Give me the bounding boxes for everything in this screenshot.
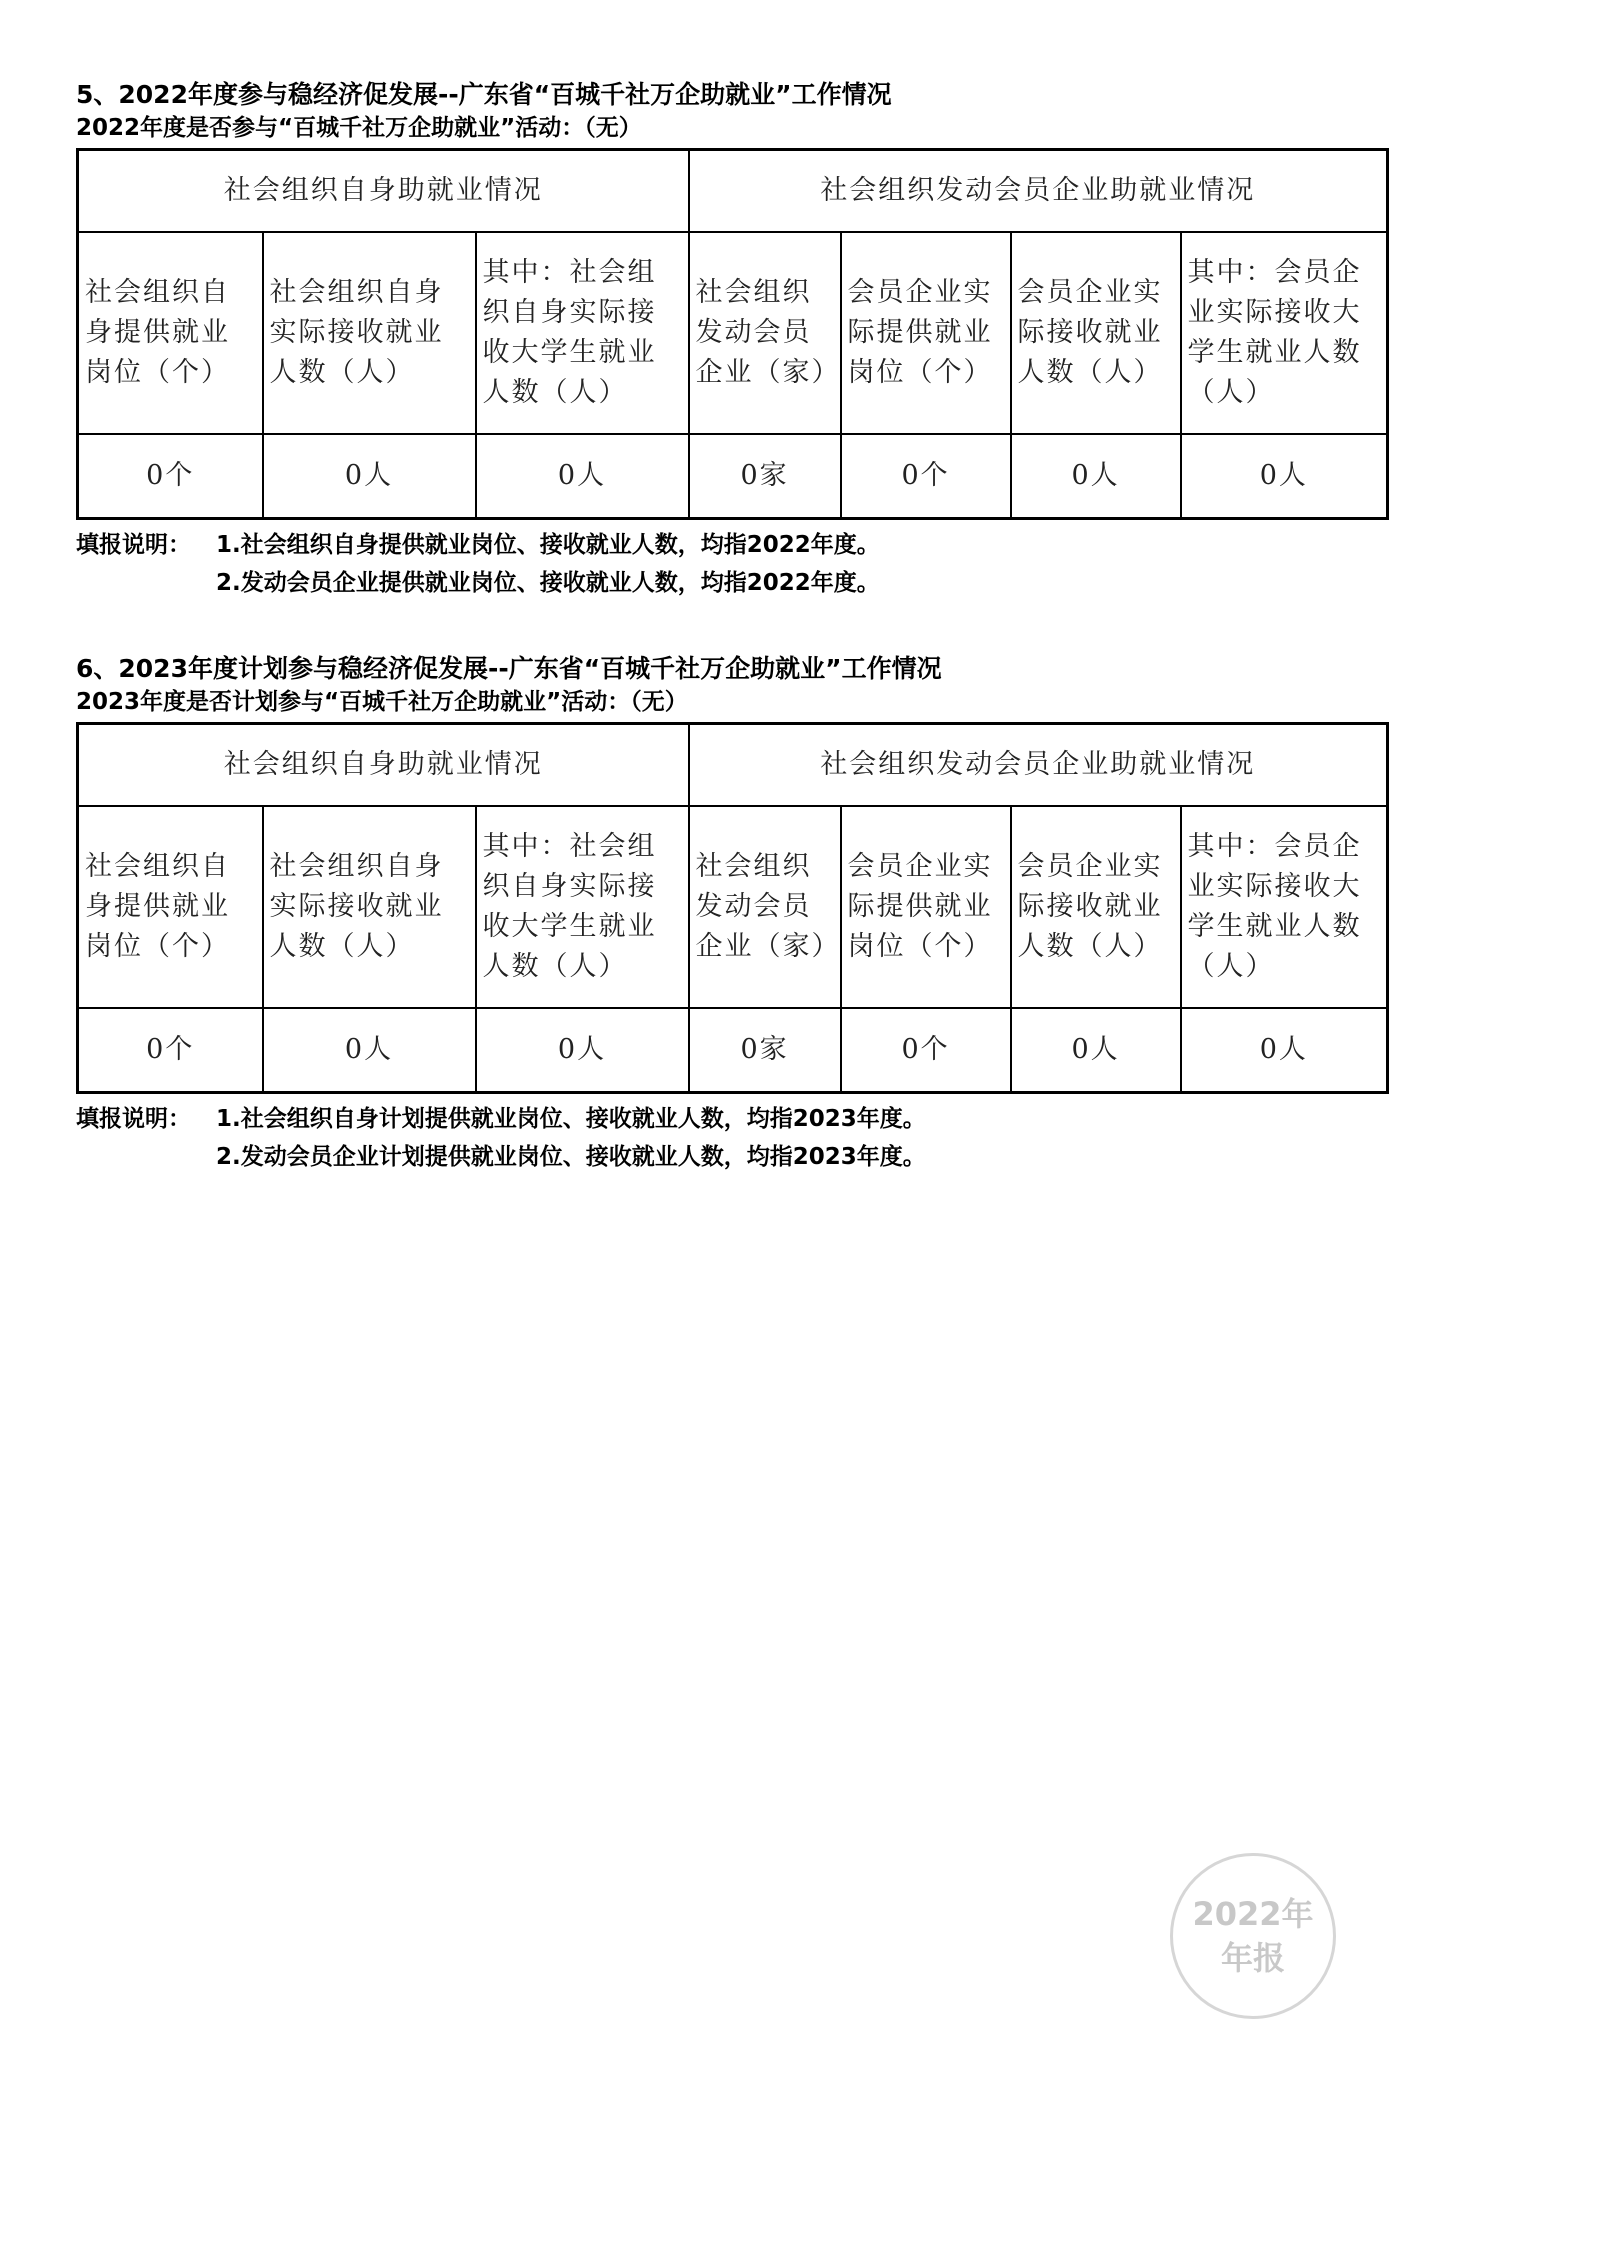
column-header: 社会组织自身提供就业岗位（个） [78,806,263,1008]
employment-table [76,722,1389,1094]
column-header: 会员企业实际提供就业岗位（个） [841,232,1011,434]
stamp-label: 年报 [1220,1939,1285,1977]
note-item: 2.发动会员企业计划提供就业岗位、接收就业人数，均指2023年度。 [216,1144,926,1170]
column-header: 其中：会员企业实际接收大学生就业人数（人） [1181,232,1388,434]
filling-notes [76,526,1386,602]
column-header: 会员企业实际提供就业岗位（个） [841,806,1011,1008]
notes-label: 填报说明： [76,1106,191,1132]
column-header: 其中：社会组织自身实际接收大学生就业人数（人） [476,232,689,434]
column-header: 其中：会员企业实际接收大学生就业人数（人） [1181,806,1388,1008]
section-title: 6、2023年度计划参与稳经济促发展--广东省“百城千社万企助就业”工作情况 [76,654,942,683]
table-cell: 0人 [476,1008,689,1093]
notes-label: 填报说明： [76,532,191,558]
section-5 [76,78,1386,602]
table-cell: 0个 [78,434,263,519]
note-item: 1.社会组织自身计划提供就业岗位、接收就业人数，均指2023年度。 [216,1106,926,1132]
column-header: 会员企业实际接收就业人数（人） [1011,806,1181,1008]
table-cell: 0人 [263,1008,476,1093]
column-header: 社会组织自身提供就业岗位（个） [78,232,263,434]
table-cell: 0人 [1011,434,1181,519]
table-cell: 0人 [263,434,476,519]
employment-table [76,148,1389,520]
table-cell: 0个 [841,434,1011,519]
table-cell: 0人 [1181,1008,1388,1093]
annual-report-stamp [1170,1853,1336,2019]
table-cell: 0个 [78,1008,263,1093]
group-header-members: 社会组织发动会员企业助就业情况 [689,150,1388,233]
section-title: 5、2022年度参与稳经济促发展--广东省“百城千社万企助就业”工作情况 [76,80,892,109]
table-cell: 0个 [841,1008,1011,1093]
table-cell: 0人 [1011,1008,1181,1093]
column-header: 会员企业实际接收就业人数（人） [1011,232,1181,434]
note-item: 2.发动会员企业提供就业岗位、接收就业人数，均指2022年度。 [216,570,880,596]
section-subtitle: 2023年度是否计划参与“百城千社万企助就业”活动：（无） [76,689,688,715]
group-header-members: 社会组织发动会员企业助就业情况 [689,724,1388,807]
section-6 [76,652,1386,1176]
column-header: 社会组织发动会员企业（家） [689,806,841,1008]
column-header: 社会组织发动会员企业（家） [689,232,841,434]
note-item: 1.社会组织自身提供就业岗位、接收就业人数，均指2022年度。 [216,532,880,558]
table-cell: 0家 [689,1008,841,1093]
table-cell: 0家 [689,434,841,519]
table-cell: 0人 [1181,434,1388,519]
stamp-year: 2022年 [1192,1895,1314,1933]
group-header-self: 社会组织自身助就业情况 [78,150,689,233]
section-subtitle: 2022年度是否参与“百城千社万企助就业”活动：（无） [76,115,642,141]
table-cell: 0人 [476,434,689,519]
column-header: 社会组织自身实际接收就业人数（人） [263,806,476,1008]
column-header: 社会组织自身实际接收就业人数（人） [263,232,476,434]
filling-notes [76,1100,1386,1176]
group-header-self: 社会组织自身助就业情况 [78,724,689,807]
column-header: 其中：社会组织自身实际接收大学生就业人数（人） [476,806,689,1008]
